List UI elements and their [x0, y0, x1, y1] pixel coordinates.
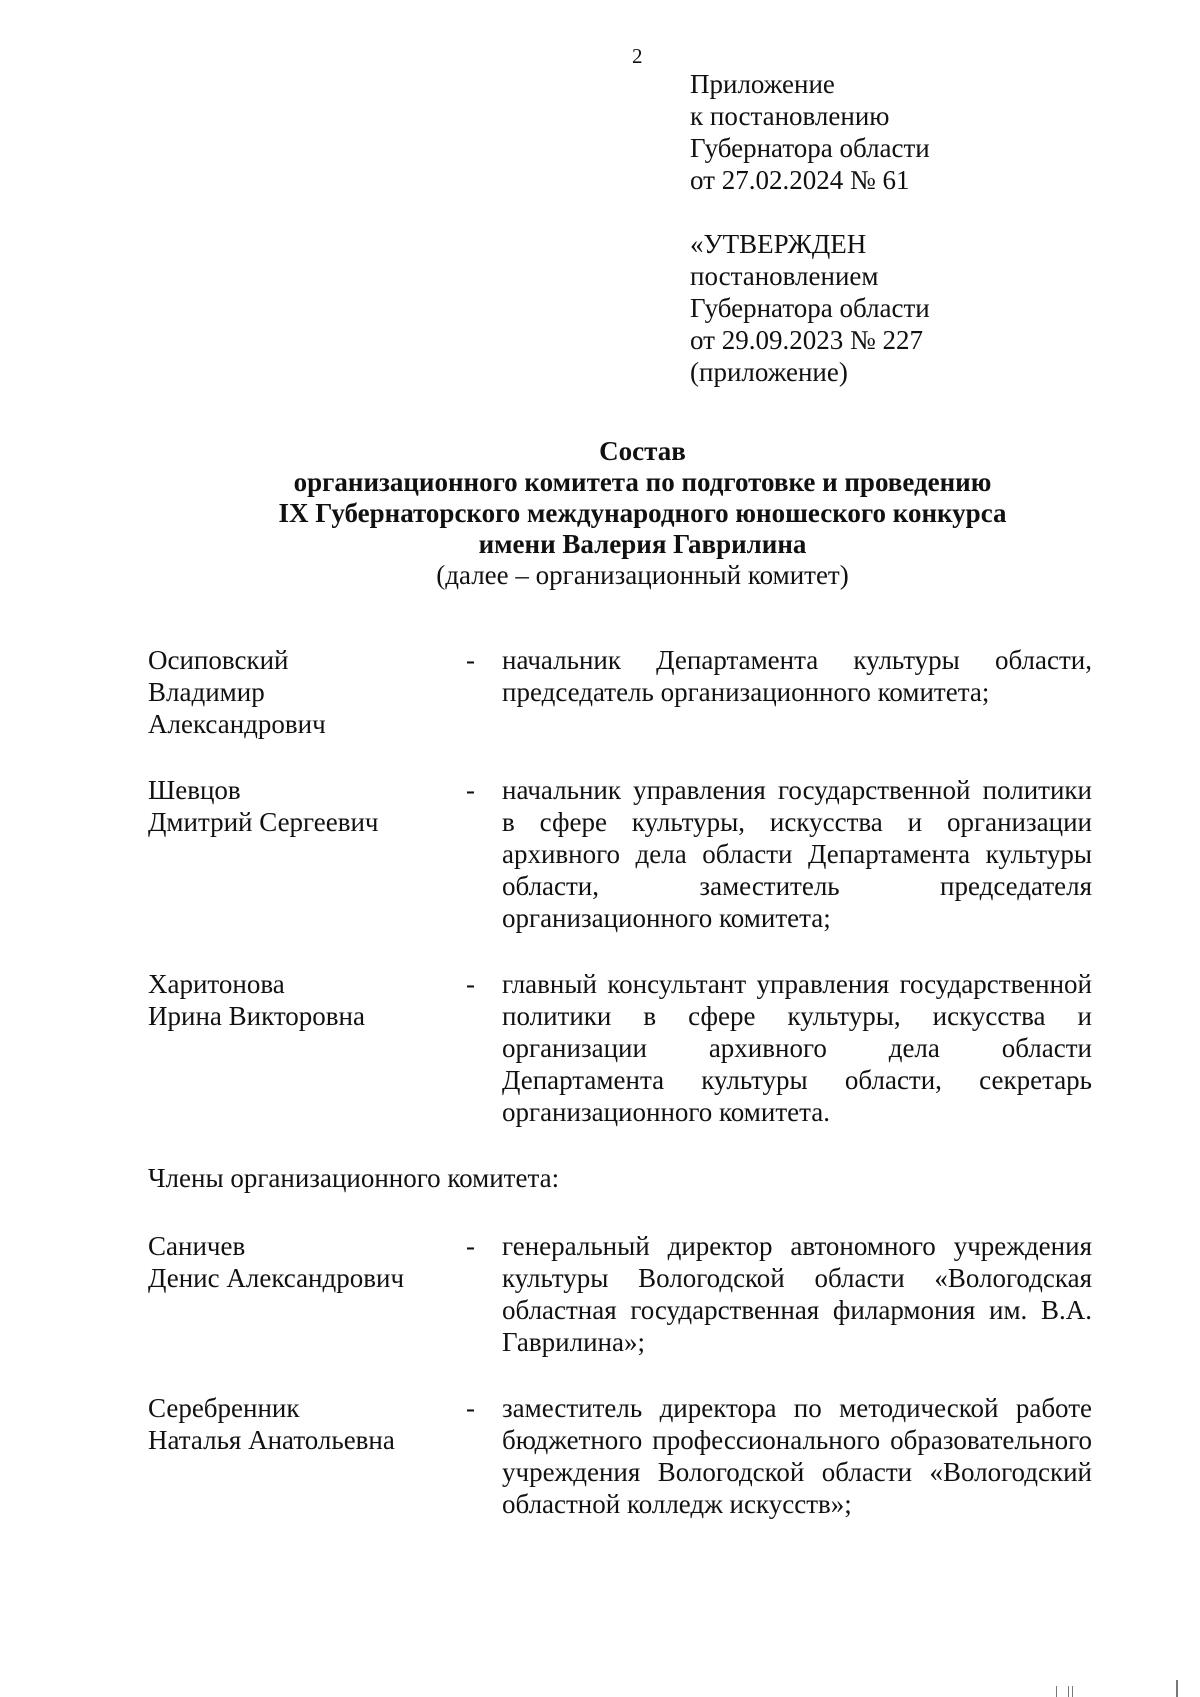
page-number: 2 [632, 44, 643, 68]
appendix-line: Приложение [690, 69, 835, 99]
committee-entry [148, 1230, 1092, 1358]
title-line: IX Губернаторского международного юношеского конкурса [278, 498, 1007, 528]
scan-artifact [1056, 1686, 1057, 1697]
member-name [148, 644, 466, 740]
member-name [148, 1230, 466, 1358]
member-description: главный консультант управления государственной политики в сфере культуры, искусства и организации архивного дела области Департамента культуры области, секретарь организационного комитета. [502, 969, 1092, 1127]
title-line: организационного комитета по подготовке и проведению [293, 467, 992, 497]
entry-dash: - [466, 775, 475, 805]
entry-dash: - [466, 645, 475, 675]
document-title [150, 436, 1135, 591]
name-line: Осиповский [148, 645, 289, 675]
name-line: Александрович [148, 709, 326, 739]
entry-dash: - [466, 1231, 475, 1261]
member-description: генеральный директор автономного учреждения культуры Вологодской области «Вологодская областная государственная филармония им. В.А. Гаврилина»; [502, 1231, 1092, 1357]
name-line: Ирина Викторовна [148, 1001, 365, 1031]
name-line: Денис Александрович [148, 1263, 405, 1293]
scan-artifact [1176, 1680, 1178, 1697]
member-description: начальник управления государственной политики в сфере культуры, искусства и организации архивного дела области Департамента культуры области, заместитель председателя организационного комитета; [502, 775, 1092, 933]
approval-stamp-text [690, 228, 930, 388]
approved-line: (приложение) [690, 357, 848, 387]
committee-entry [148, 1392, 1092, 1520]
scan-artifact [1072, 1686, 1073, 1697]
approved-line: «УТВЕРЖДЕН [690, 229, 867, 259]
appendix-line: Губернатора области [690, 133, 930, 163]
approved-line: Губернатора области [690, 293, 930, 323]
name-line: Саничев [148, 1231, 246, 1261]
name-line: Серебренник [148, 1393, 300, 1423]
committee-entry [148, 644, 1092, 740]
appendix-line: к постановлению [690, 101, 890, 131]
member-name [148, 968, 466, 1128]
entry-dash: - [466, 969, 475, 999]
members-section-label: Члены организационного комитета: [148, 1163, 560, 1193]
committee-entry [148, 774, 1092, 934]
committee-entry [148, 968, 1092, 1128]
member-name [148, 774, 466, 934]
name-line: Харитонова [148, 969, 285, 999]
member-description: начальник Департамента культуры области, председатель организационного комитета; [502, 645, 1092, 707]
approved-line: от 29.09.2023 № 227 [690, 325, 923, 355]
member-name [148, 1392, 466, 1520]
title-line: имени Валерия Гаврилина [478, 529, 807, 559]
name-line: Шевцов [148, 775, 241, 805]
title-subtitle: (далее – организационный комитет) [436, 560, 849, 590]
scan-artifact [1068, 1686, 1069, 1697]
approved-line: постановлением [690, 261, 879, 291]
name-line: Наталья Анатольевна [148, 1425, 395, 1455]
member-description: заместитель директора по методической работе бюджетного профессионального образовательного учреждения Вологодской области «Вологодский областной колледж искусств»; [502, 1393, 1092, 1519]
name-line: Дмитрий Сергеевич [148, 807, 379, 837]
appendix-header [690, 68, 930, 196]
name-line: Владимир [148, 677, 265, 707]
entry-dash: - [466, 1393, 475, 1423]
title-line: Состав [599, 436, 686, 466]
appendix-line: от 27.02.2024 № 61 [690, 165, 910, 195]
committee-list [148, 644, 1092, 1520]
